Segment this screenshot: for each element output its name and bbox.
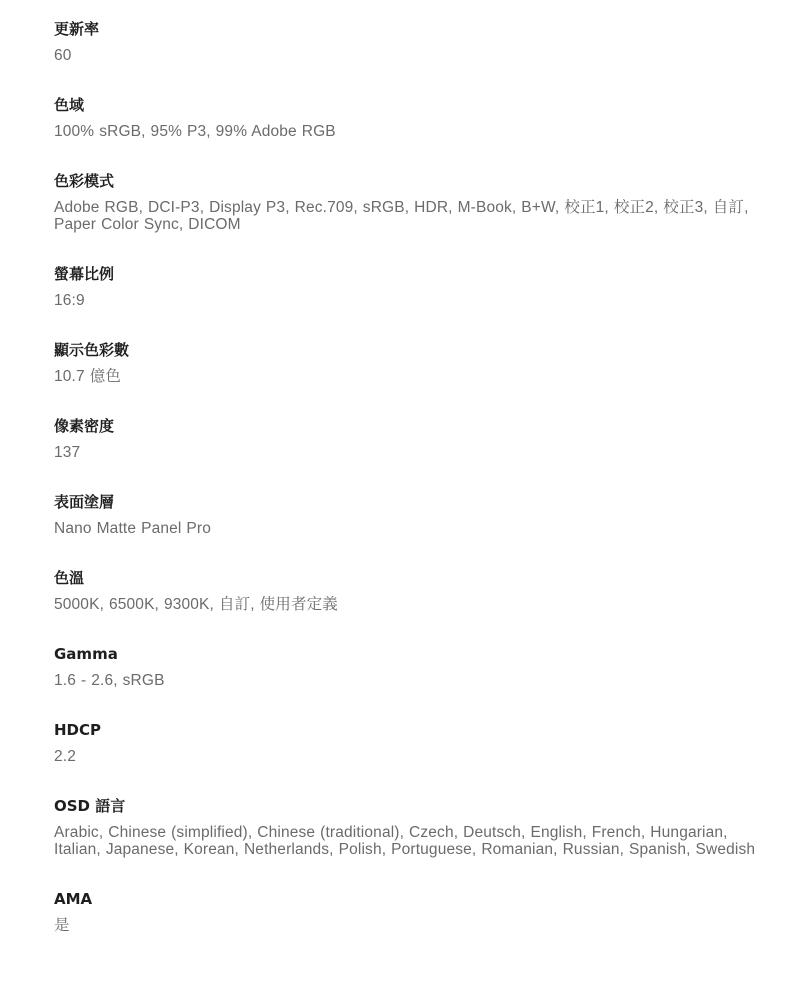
spec-value: 16:9 xyxy=(54,292,85,309)
spec-label: 表面塗層 xyxy=(54,493,115,511)
spec-value: 5000K, 6500K, 9300K, 自訂, 使用者定義 xyxy=(54,596,338,613)
spec-value: Arabic, Chinese (simplified), Chinese (traditional), Czech, Deutsch, English, French, Hungarian, Italian, Japanese, Korean, Netherlands, Polish, Portuguese, Romanian, Russian, Spanish, Swedish xyxy=(54,824,756,858)
spec-osd-language xyxy=(54,796,774,858)
spec-label: 螢幕比例 xyxy=(54,265,115,283)
spec-hdcp xyxy=(54,720,774,765)
spec-value: 10.7 億色 xyxy=(54,368,122,385)
spec-list xyxy=(54,19,774,965)
spec-label: 色域 xyxy=(54,96,85,114)
spec-gamma xyxy=(54,644,774,689)
spec-label: AMA xyxy=(54,890,93,908)
spec-refresh-rate xyxy=(54,19,774,64)
spec-label: 更新率 xyxy=(54,20,100,38)
spec-value: 137 xyxy=(54,444,81,461)
spec-display-colors xyxy=(54,340,774,385)
spec-value: 是 xyxy=(54,917,70,934)
spec-color-gamut xyxy=(54,95,774,140)
spec-value: 1.6 - 2.6, sRGB xyxy=(54,672,165,689)
spec-color-temperature xyxy=(54,568,774,613)
spec-label: Gamma xyxy=(54,645,118,663)
spec-aspect-ratio xyxy=(54,264,774,309)
spec-surface-coating xyxy=(54,492,774,537)
spec-label: OSD 語言 xyxy=(54,797,126,815)
spec-pixel-density xyxy=(54,416,774,461)
spec-ama xyxy=(54,889,774,934)
spec-label: 色溫 xyxy=(54,569,85,587)
spec-label: 色彩模式 xyxy=(54,172,115,190)
spec-value: Nano Matte Panel Pro xyxy=(54,520,212,537)
spec-value: 100% sRGB, 95% P3, 99% Adobe RGB xyxy=(54,123,336,140)
spec-label: 像素密度 xyxy=(54,417,115,435)
spec-value: 2.2 xyxy=(54,748,76,765)
spec-value: 60 xyxy=(54,47,72,64)
spec-label: 顯示色彩數 xyxy=(54,341,130,359)
spec-color-modes xyxy=(54,171,774,233)
spec-label: HDCP xyxy=(54,721,102,739)
spec-value: Adobe RGB, DCI-P3, Display P3, Rec.709, sRGB, HDR, M-Book, B+W, 校正1, 校正2, 校正3, 自訂, Paper Color Sync, DICOM xyxy=(54,199,749,233)
